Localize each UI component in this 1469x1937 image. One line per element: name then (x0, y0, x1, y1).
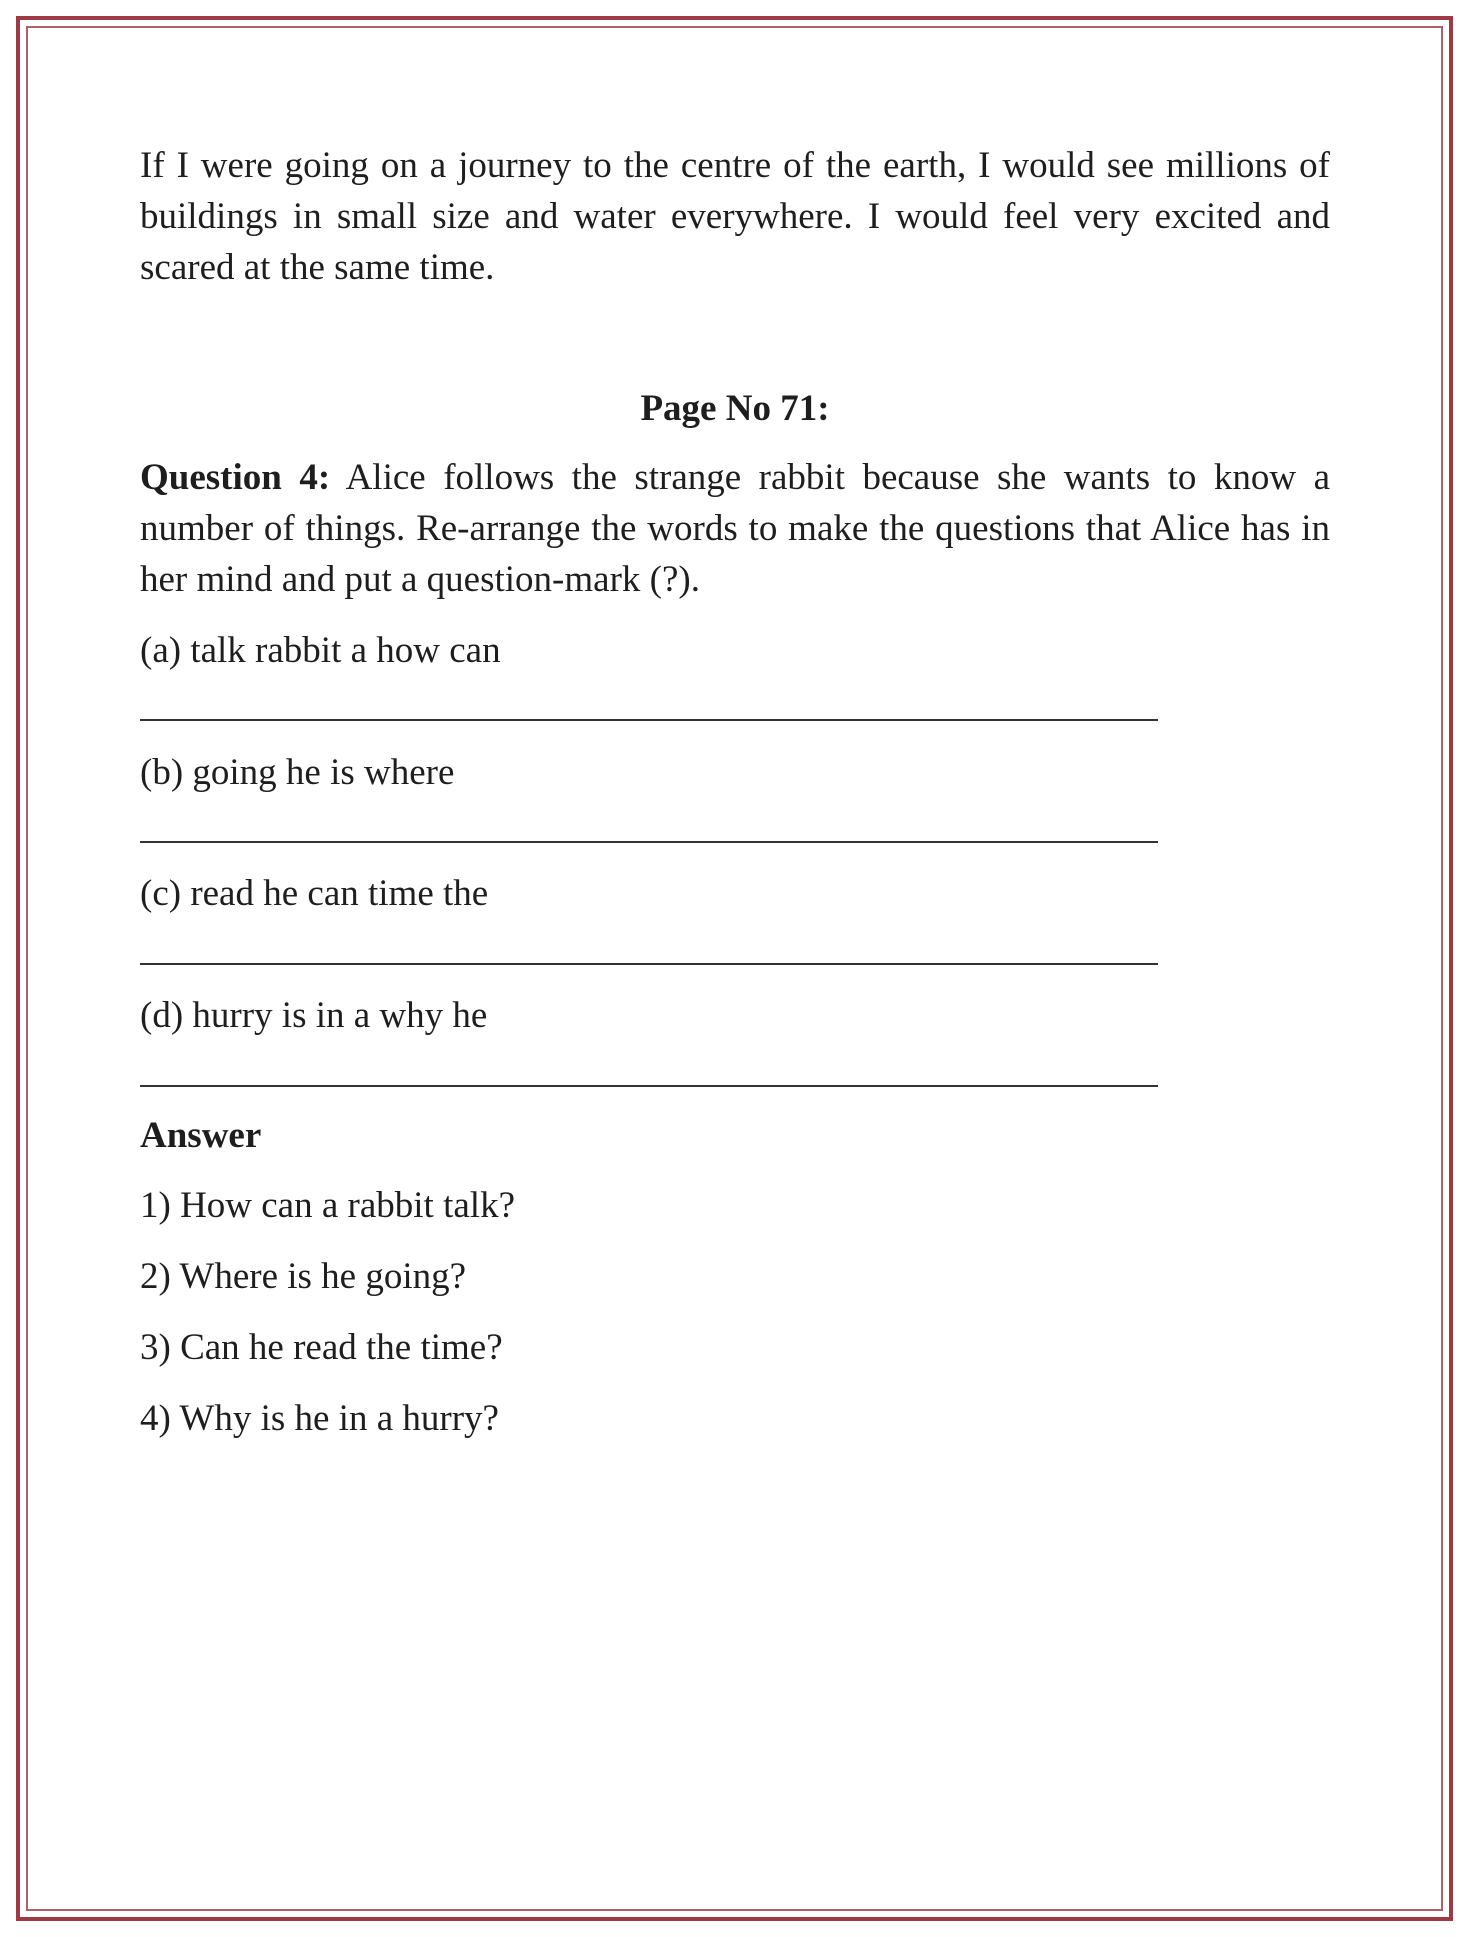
page-border-inner (26, 26, 1443, 1911)
blank-line-c (140, 963, 1158, 965)
page-heading: Page No 71: (640, 388, 830, 429)
blank-line-d (140, 1085, 1158, 1087)
item-b: (b) going he is where (140, 752, 455, 793)
answer-heading: Answer (140, 1115, 262, 1156)
blank-line-b (140, 841, 1158, 843)
blank-line-a (140, 719, 1158, 721)
intro-paragraph: If I were going on a journey to the centre of the earth, I would see millions of buildings in small size and water everywhere. I would feel very excited and scared at the same time. (140, 145, 1330, 288)
answer-1: 1) How can a rabbit talk? (140, 1185, 515, 1226)
question-text: Alice follows the strange rabbit because she wants to know a number of things. Re-arrange the words to make the questions that Alice has in her mind and put a question-mark (?). (140, 457, 1330, 600)
answer-2: 2) Where is he going? (140, 1256, 467, 1297)
answer-3: 3) Can he read the time? (140, 1327, 503, 1368)
item-a: (a) talk rabbit a how can (140, 630, 501, 671)
item-d: (d) hurry is in a why he (140, 995, 488, 1036)
item-c: (c) read he can time the (140, 873, 489, 914)
question-4 (140, 452, 1330, 605)
answer-4: 4) Why is he in a hurry? (140, 1398, 499, 1439)
question-label: Question 4: (140, 457, 331, 498)
